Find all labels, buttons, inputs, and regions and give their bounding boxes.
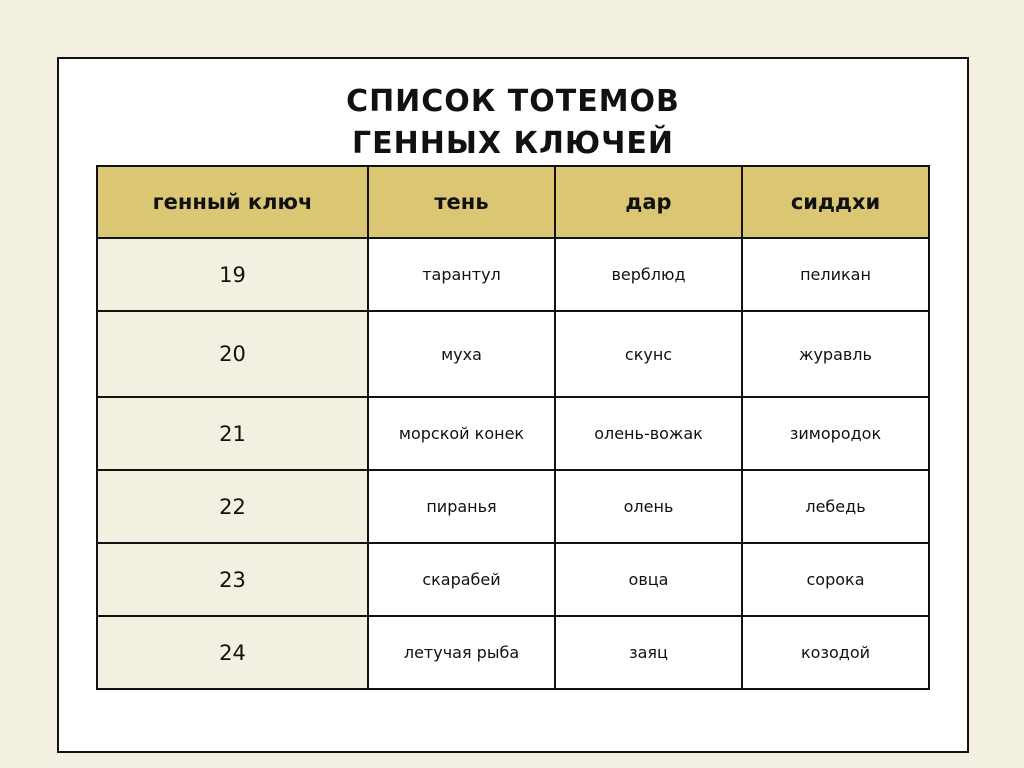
column-header-gene-key: генный ключ: [97, 166, 368, 238]
gene-key-cell: 20: [97, 311, 368, 397]
totems-table: [96, 165, 930, 690]
gift-cell: верблюд: [555, 238, 742, 311]
shadow-cell: тарантул: [368, 238, 555, 311]
shadow-cell: скарабей: [368, 543, 555, 616]
siddhi-cell: пеликан: [742, 238, 929, 311]
table-row: [97, 470, 929, 543]
table-row: [97, 238, 929, 311]
title-line-1: СПИСОК ТОТЕМОВ: [346, 84, 680, 119]
column-header-gift: дар: [555, 166, 742, 238]
shadow-cell: пиранья: [368, 470, 555, 543]
table-row: [97, 311, 929, 397]
table-header-row: [97, 166, 929, 238]
column-header-shadow: тень: [368, 166, 555, 238]
gene-key-cell: 23: [97, 543, 368, 616]
page-title: [59, 81, 967, 165]
column-header-siddhi: сиддхи: [742, 166, 929, 238]
gift-cell: скунс: [555, 311, 742, 397]
shadow-cell: летучая рыба: [368, 616, 555, 689]
gene-key-cell: 21: [97, 397, 368, 470]
shadow-cell: муха: [368, 311, 555, 397]
siddhi-cell: зимородок: [742, 397, 929, 470]
title-line-2: ГЕННЫХ КЛЮЧЕЙ: [352, 126, 674, 161]
gene-key-cell: 22: [97, 470, 368, 543]
table-row: [97, 543, 929, 616]
gene-key-cell: 24: [97, 616, 368, 689]
gift-cell: овца: [555, 543, 742, 616]
siddhi-cell: лебедь: [742, 470, 929, 543]
table-row: [97, 616, 929, 689]
gift-cell: заяц: [555, 616, 742, 689]
gift-cell: олень-вожак: [555, 397, 742, 470]
totem-list-card: [57, 57, 969, 753]
siddhi-cell: журавль: [742, 311, 929, 397]
gift-cell: олень: [555, 470, 742, 543]
siddhi-cell: козодой: [742, 616, 929, 689]
siddhi-cell: сорока: [742, 543, 929, 616]
gene-key-cell: 19: [97, 238, 368, 311]
shadow-cell: морской конек: [368, 397, 555, 470]
table-row: [97, 397, 929, 470]
